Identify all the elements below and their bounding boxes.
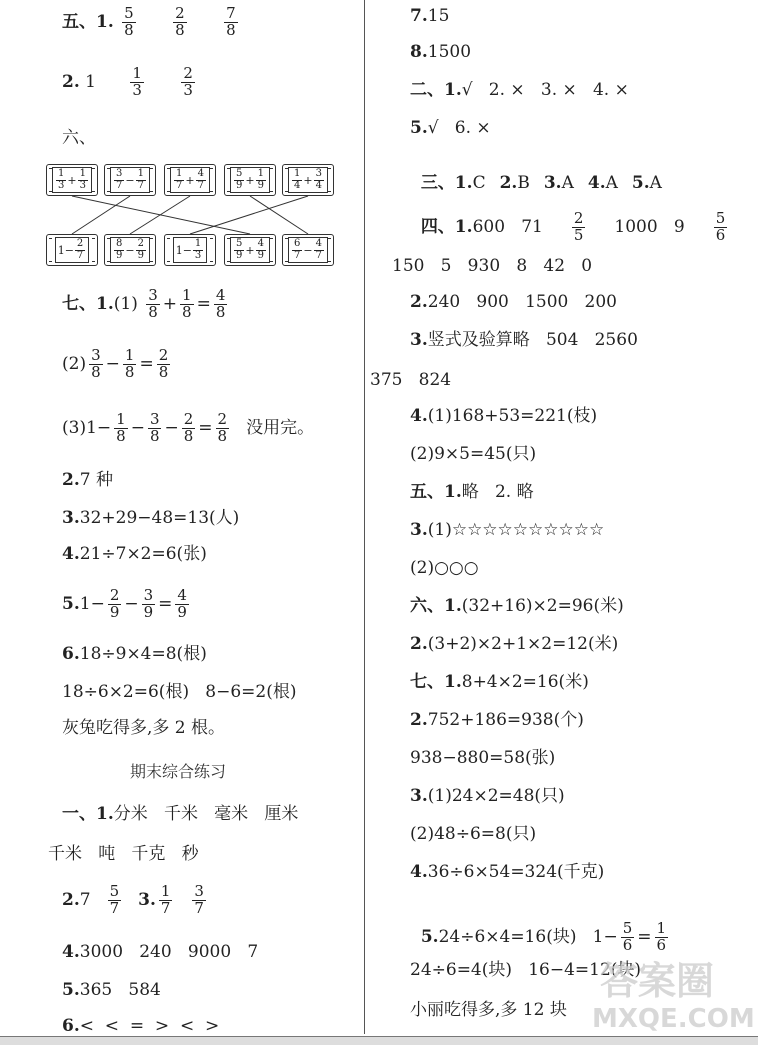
fraction: $\frac{2}{9}$ (109, 586, 120, 621)
right-s7c: 938−880=58(张) (410, 748, 556, 768)
op: − (130, 417, 145, 438)
left-s2: 2.7 $\frac{5}{7}$ 3. $\frac{1}{7}$ $\frac{3}{7}$ (62, 882, 204, 917)
op: − (164, 417, 179, 438)
eq: = (198, 417, 213, 438)
fraction: $\frac{1}{3}$ (132, 64, 142, 99)
left-s4: 4.3000 240 9000 7 (62, 942, 259, 962)
left-q7-2 (62, 348, 173, 381)
left-q7-1 (62, 288, 230, 321)
card-expression: 1 7 + $\frac{4}{7}$ (170, 167, 210, 193)
right-s2b: 5.√ 6. × (410, 118, 491, 138)
right-s4f: 4.(1)168+53=221(枝) (410, 406, 598, 426)
right-s4b: 150 5 930 8 42 0 (392, 256, 593, 276)
fraction: 8 9 (116, 238, 123, 261)
right-s4a: 四、1.600 71 $\frac{2}{5}$ 1000 9 $\frac{5}{6}$ (420, 209, 726, 244)
left-q7-3 (62, 412, 314, 445)
eq: = (196, 293, 211, 314)
op: + (162, 293, 178, 314)
op: − (105, 353, 120, 374)
card-expression: 1− $\frac{2}{7}$ (55, 237, 90, 263)
card-expression: 3 7 − $\frac{1}{7}$ (110, 167, 150, 193)
expression-card (46, 234, 98, 266)
fraction: $\frac{1}{8}$ (124, 346, 135, 381)
left-q4: 4.21÷7×2=6(张) (62, 544, 207, 564)
right-s6b: 2.(3+2)×2+1×2=12(米) (410, 634, 619, 654)
fraction: $\frac{4}{9}$ (177, 586, 187, 621)
fraction: $\frac{1}{9}$ (257, 168, 264, 191)
label: 2. (62, 71, 80, 92)
left-s5: 5.365 584 (62, 980, 161, 1000)
fraction: $\frac{3}{4}$ (315, 168, 322, 191)
fraction: $\frac{5}{8}$ (124, 4, 134, 39)
right-s2a: 二、1.√ 2. × 3. × 4. × (410, 80, 629, 100)
right-s4c: 2.240 900 1500 200 (410, 292, 617, 312)
right-s7g: 5.24÷6×4=16(块) 1− $\frac{5}{6}$ = $\frac{1}{6}$ (420, 919, 667, 954)
fraction: $\frac{2}{8}$ (183, 410, 194, 445)
match-line (190, 196, 308, 234)
fraction: $\frac{3}{9}$ (143, 586, 154, 621)
right-q7: 7.15 (410, 6, 450, 26)
fraction: $\frac{1}{3}$ (194, 238, 202, 261)
fraction: 3 7 (116, 168, 123, 191)
right-s3: 三、1.C 2.B 3.A 4.A 5.A (420, 173, 662, 193)
text: 1 (85, 71, 96, 92)
left-q6b: 18÷6×2=6(根) 8−6=2(根) (62, 682, 297, 702)
fraction: $\frac{5}{6}$ (622, 919, 633, 954)
fraction: $\frac{2}{3}$ (183, 64, 193, 99)
watermark-logo: 答案圈 (600, 959, 715, 1003)
right-s7d: 3.(1)24×2=48(只) (410, 786, 565, 806)
fraction: $\frac{1}{7}$ (160, 882, 171, 917)
fraction: $\frac{4}{7}$ (197, 168, 204, 191)
card-expression: 8 9 − $\frac{2}{9}$ (110, 237, 150, 263)
left-q6-label: 六、 (62, 128, 96, 148)
tail-text: 没用完。 (246, 417, 315, 438)
left-q3: 3.32+29−48=13(人) (62, 508, 240, 528)
paren: (2) (62, 353, 87, 374)
right-s5b: 3.(1)☆☆☆☆☆☆☆☆☆☆ (410, 520, 605, 540)
fraction: $\frac{2}{8}$ (175, 4, 185, 39)
card-expression: 6 7 − $\frac{4}{7}$ (288, 237, 328, 263)
fraction: 5 9 (236, 238, 243, 261)
right-s4e: 375 824 (370, 370, 452, 390)
fraction: $\frac{2}{9}$ (137, 238, 144, 261)
expression-card (164, 234, 216, 266)
expression-card (224, 164, 276, 196)
left-s1b: 千米 吨 千克 秒 (48, 844, 199, 864)
match-line (130, 196, 190, 234)
fraction: $\frac{2}{7}$ (76, 238, 84, 261)
right-s7f: 4.36÷6×54=324(千克) (410, 862, 605, 882)
paren: (1) (113, 293, 138, 314)
expression-card (282, 164, 334, 196)
fraction: 1 3 (58, 168, 65, 191)
expression-card (164, 164, 216, 196)
fraction: 6 7 (294, 238, 301, 261)
right-s4d: 3.竖式及验算略 504 2560 (410, 330, 638, 350)
fraction: $\frac{3}{8}$ (149, 410, 160, 445)
paren: (3)1− (62, 417, 112, 438)
right-q8: 8.1500 (410, 42, 472, 62)
expression-card (46, 164, 98, 196)
right-s7h: 24÷6=4(块) 16−4=12(块) (410, 960, 642, 980)
label: 七、1. (62, 293, 114, 314)
column-divider (364, 0, 365, 1034)
fraction: $\frac{1}{3}$ (79, 168, 86, 191)
expression-card (104, 234, 156, 266)
right-s7b: 2.752+186=938(个) (410, 710, 584, 730)
expression-card (282, 234, 334, 266)
fraction: $\frac{7}{8}$ (226, 4, 236, 39)
expression-card (104, 164, 156, 196)
match-line (72, 196, 250, 234)
label: 五、1. (62, 11, 114, 32)
match-line (250, 196, 308, 234)
card-expression: 5 9 + $\frac{1}{9}$ (230, 167, 270, 193)
fraction: 1 7 (176, 168, 183, 191)
right-s5a: 五、1.略 2. 略 (410, 482, 534, 502)
fraction: $\frac{4}{8}$ (215, 286, 226, 321)
watermark-url: MXQE.COM (592, 1004, 755, 1034)
fraction: $\frac{1}{8}$ (182, 286, 192, 321)
left-q2: 2.7 种 (62, 470, 113, 490)
fraction: $\frac{2}{8}$ (217, 410, 228, 445)
card-expression: 1 4 + $\frac{3}{4}$ (288, 167, 328, 193)
section-title: 期末综合练习 (130, 762, 227, 781)
left-s6: 6.< < = > < > (62, 1016, 220, 1036)
expression-card (224, 234, 276, 266)
right-s5c: (2)○○○ (410, 558, 479, 578)
fraction: $\frac{4}{7}$ (315, 238, 322, 261)
right-s7e: (2)48÷6=8(只) (410, 824, 537, 844)
fraction: 1 4 (294, 168, 301, 191)
right-s4g: (2)9×5=45(只) (410, 444, 537, 464)
fraction: $\frac{3}{8}$ (148, 286, 158, 321)
fraction: 5 9 (236, 168, 243, 191)
card-expression: 1 3 + $\frac{1}{3}$ (52, 167, 92, 193)
fraction: $\frac{1}{8}$ (116, 410, 126, 445)
fraction: $\frac{5}{7}$ (109, 882, 120, 917)
fraction: $\frac{3}{8}$ (91, 346, 101, 381)
fraction: $\frac{2}{5}$ (573, 209, 584, 244)
left-s1: 一、1.分米 千米 毫米 厘米 (62, 804, 299, 824)
left-q6: 6.18÷9×4=8(根) (62, 644, 207, 664)
left-q6c: 灰兔吃得多,多 2 根。 (62, 718, 226, 738)
fraction: $\frac{2}{8}$ (158, 346, 169, 381)
eq: = (139, 353, 154, 374)
left-q5: 5.1− $\frac{2}{9}$ − $\frac{3}{9}$ = $\frac{4}{9}$ (62, 586, 187, 621)
card-expression: 1− $\frac{1}{3}$ (173, 237, 208, 263)
fraction: $\frac{4}{9}$ (257, 238, 264, 261)
right-s7a: 七、1.8+4×2=16(米) (410, 672, 589, 692)
fraction: $\frac{3}{7}$ (194, 882, 204, 917)
card-expression: 5 9 + $\frac{4}{9}$ (230, 237, 270, 263)
right-s6a: 六、1.(32+16)×2=96(米) (410, 596, 624, 616)
fraction: $\frac{1}{6}$ (656, 919, 667, 954)
fraction: $\frac{5}{6}$ (715, 209, 726, 244)
right-s7i: 小丽吃得多,多 12 块 (410, 1000, 567, 1020)
fraction: $\frac{1}{7}$ (137, 168, 144, 191)
